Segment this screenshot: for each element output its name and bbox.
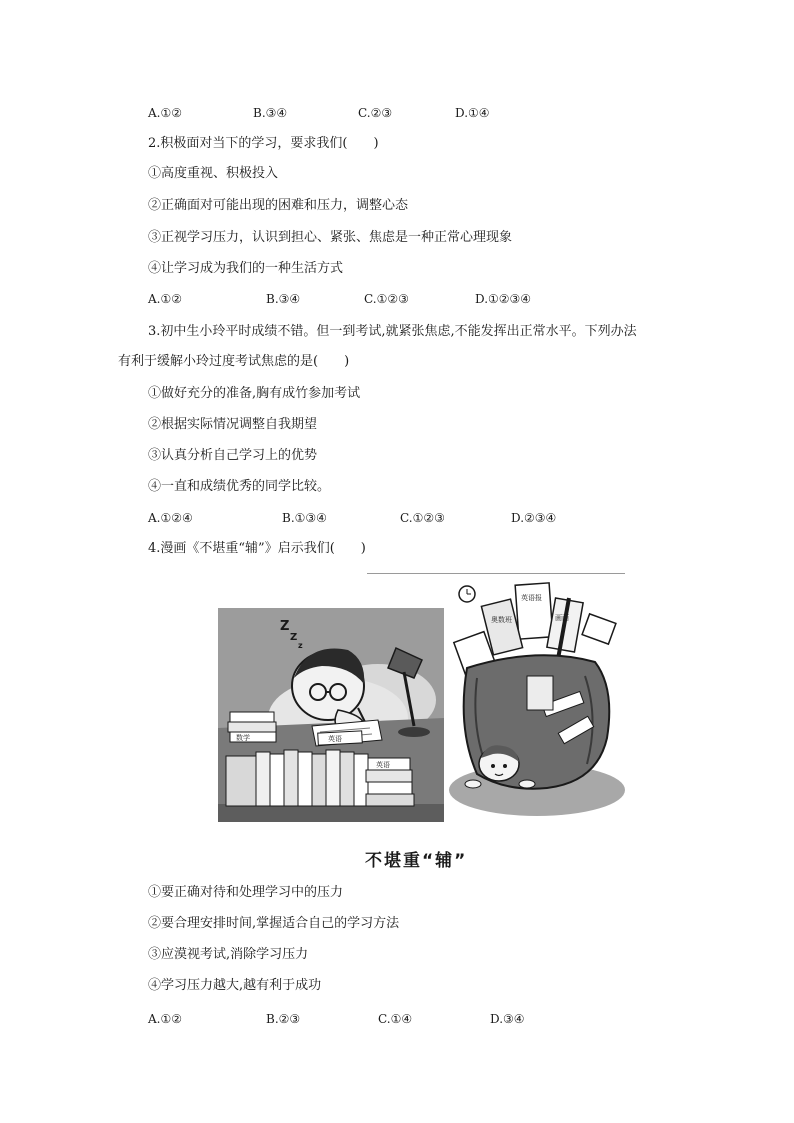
q4-option-a: A.①② [148, 1012, 182, 1026]
q4-stem: 4.漫画《不堪重“辅”》启示我们( ) [148, 541, 366, 556]
q3-item-3: ③认真分析自己学习上的优势 [148, 448, 318, 463]
q4-option-d: D.③④ [490, 1012, 525, 1026]
q1-option-a: A.①② [148, 106, 182, 120]
book-label-english: 英语 [376, 761, 390, 769]
q3-stem-line1: 3.初中生小玲平时成绩不错。但一到考试,就紧张焦虑,不能发挥出正常水平。下列办法 [148, 324, 637, 339]
cartoon-heavy-bag-child [447, 578, 625, 816]
q3-option-d: D.②③④ [511, 511, 557, 525]
q2-option-c: C.①②③ [364, 292, 409, 306]
svg-text:Z: Z [280, 619, 290, 634]
bag-label-drawing: 画画 [555, 614, 569, 622]
q3-item-2: ②根据实际情况调整自我期望 [148, 417, 318, 432]
q2-item-1: ①高度重视、积极投入 [148, 166, 279, 181]
q1-option-d: D.①④ [455, 106, 490, 120]
q2-stem: 2.积极面对当下的学习，要求我们( ) [148, 136, 379, 151]
cartoon-caption: 不堪重“辅” [365, 851, 468, 871]
cartoon-sleeping-student [218, 608, 444, 822]
divider-line [367, 573, 625, 574]
book-label-english-2: 英语 [328, 735, 342, 743]
q4-item-2: ②要合理安排时间,掌握适合自己的学习方法 [148, 916, 400, 931]
q3-stem-line2: 有利于缓解小玲过度考试焦虑的是( ) [118, 354, 350, 369]
q3-option-a: A.①②④ [148, 511, 193, 525]
bag-label-english-paper: 英语报 [521, 594, 542, 602]
svg-text:z: z [298, 641, 303, 650]
q2-item-2: ②正确面对可能出现的困难和压力，调整心态 [148, 198, 409, 213]
q2-option-d: D.①②③④ [475, 292, 532, 306]
q4-item-3: ③应漠视考试,消除学习压力 [148, 947, 309, 962]
q2-option-a: A.①② [148, 292, 182, 306]
q4-option-b: B.②③ [266, 1012, 301, 1026]
q1-option-c: C.②③ [358, 106, 393, 120]
q3-option-b: B.①③④ [282, 511, 327, 525]
q4-item-1: ①要正确对待和处理学习中的压力 [148, 885, 344, 900]
svg-text:Z: Z [290, 632, 298, 643]
q2-item-3: ③正视学习压力，认识到担心、紧张、焦虑是一种正常心理现象 [148, 230, 513, 245]
q3-item-1: ①做好充分的准备,胸有成竹参加考试 [148, 386, 361, 401]
q1-option-b: B.③④ [253, 106, 288, 120]
q4-option-c: C.①④ [378, 1012, 413, 1026]
q4-item-4: ④学习压力越大,越有利于成功 [148, 978, 322, 993]
q2-item-4: ④让学习成为我们的一种生活方式 [148, 261, 344, 276]
q3-option-c: C.①②③ [400, 511, 445, 525]
book-label-math: 数学 [236, 734, 250, 742]
q2-option-b: B.③④ [266, 292, 301, 306]
bag-label-math-olympiad: 奥数班 [491, 616, 512, 624]
q3-item-4: ④一直和成绩优秀的同学比较。 [148, 479, 331, 494]
